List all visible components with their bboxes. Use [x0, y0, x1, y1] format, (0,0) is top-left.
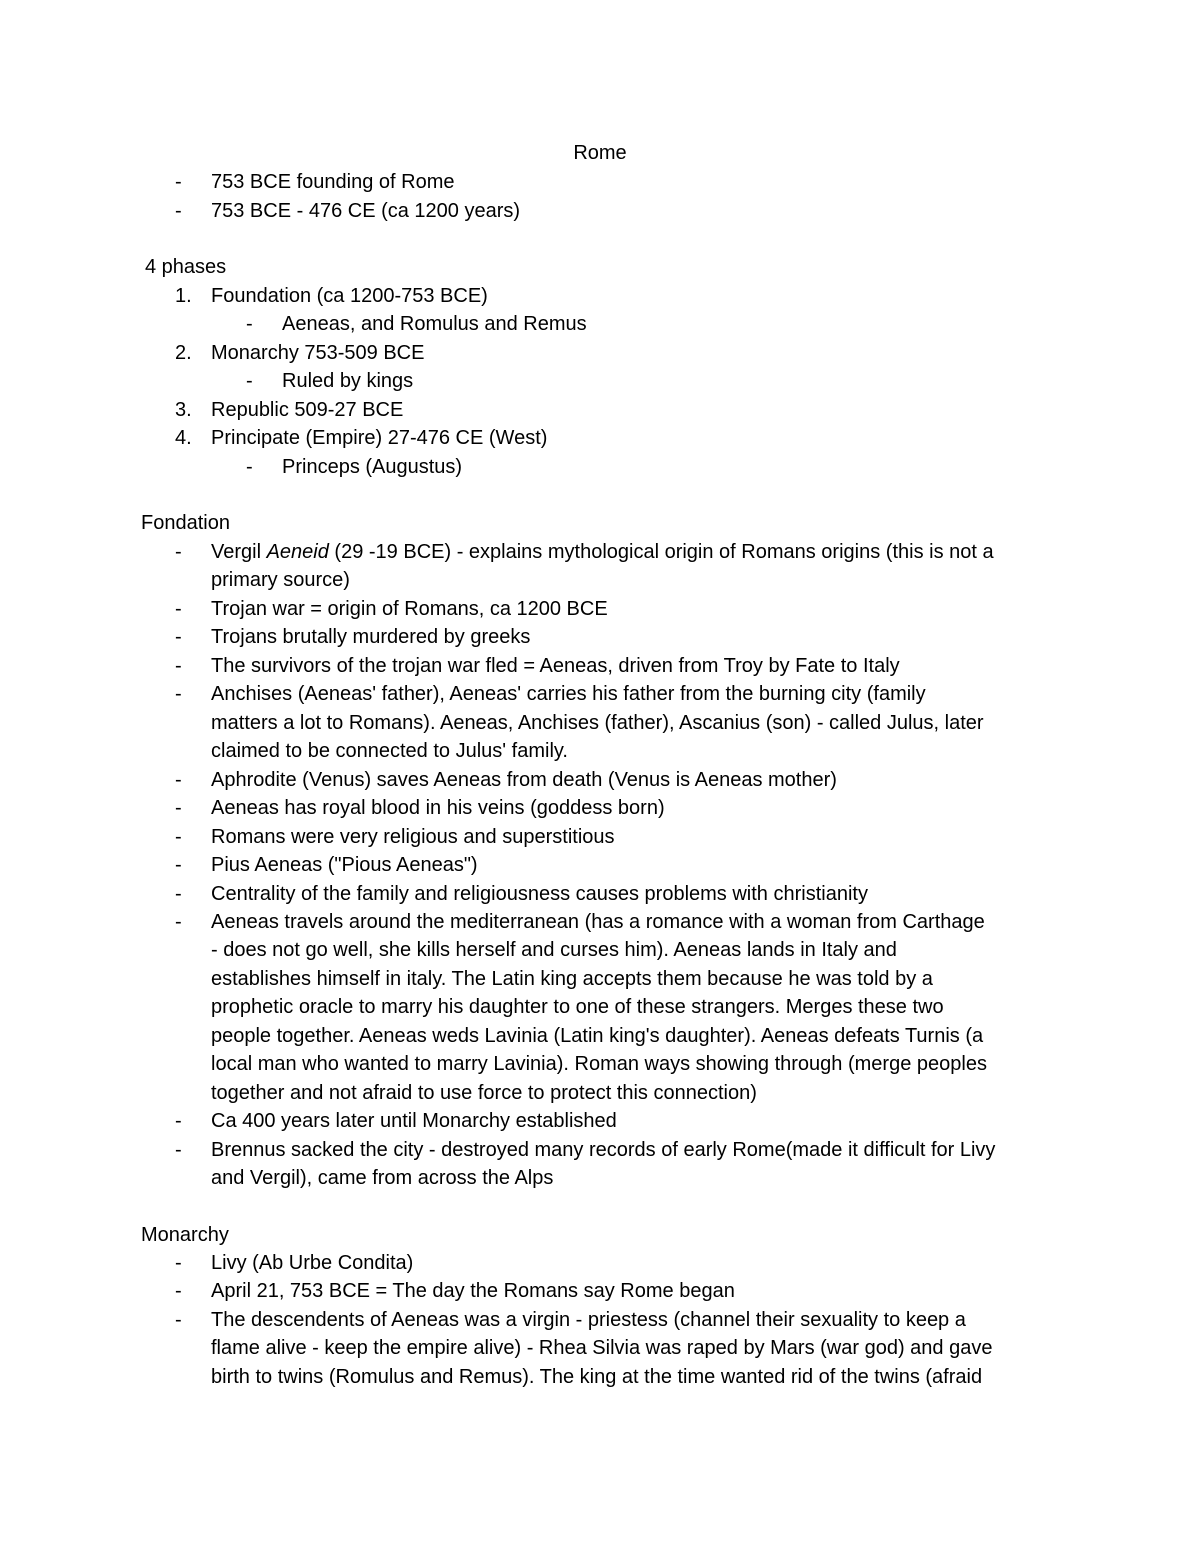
- bullet-continuation-line: people together. Aeneas weds Lavinia (Latin king's daughter). Aeneas defeats Turnis (a: [211, 1024, 984, 1047]
- bullet-continuation-line: birth to twins (Romulus and Remus). The king at the time wanted rid of the twins (afraid: [211, 1365, 983, 1388]
- bullet-line: Ca 400 years later until Monarchy established: [211, 1110, 617, 1133]
- phase-item: Principate (Empire) 27-476 CE (West): [211, 427, 548, 449]
- bullet-dash: -: [175, 1308, 182, 1331]
- bullet-dash: -: [175, 171, 182, 193]
- bullet-dash: -: [246, 313, 253, 335]
- bullet-continuation-line: prophetic oracle to marry his daughter to one of these strangers. Merges these two: [211, 996, 944, 1019]
- bullet-dash: -: [175, 598, 182, 620]
- bullet-line: Trojan war = origin of Romans, ca 1200 BCE: [211, 598, 608, 620]
- bullet-line: Aeneas has royal blood in his veins (goddess born): [211, 797, 665, 820]
- bullet-dash: -: [175, 1110, 182, 1133]
- italic-title: Aeneid: [266, 541, 329, 563]
- phase-number: 1.: [175, 285, 192, 307]
- intro-bullet: 753 BCE founding of Rome: [211, 171, 455, 193]
- text-run: Vergil: [211, 541, 267, 563]
- bullet-continuation-line: matters a lot to Romans). Aeneas, Anchises (father), Ascanius (son) - called Julus, later: [211, 711, 984, 734]
- bullet-dash: -: [246, 370, 253, 392]
- bullet-line: The descendents of Aeneas was a virgin - priestess (channel their sexuality to keep a: [211, 1308, 966, 1331]
- bullet-dash: -: [175, 200, 182, 222]
- bullet-dash: -: [175, 854, 182, 877]
- bullet-continuation-line: claimed to be connected to Julus' family.: [211, 740, 568, 763]
- bullet-line: Pius Aeneas ("Pious Aeneas"): [211, 854, 478, 877]
- bullet-line: Aeneas travels around the mediterranean (has a romance with a woman from Carthage: [211, 910, 985, 933]
- fondation-heading: Fondation: [141, 512, 230, 534]
- bullet-line: Romans were very religious and superstitious: [211, 825, 615, 848]
- bullet-dash: -: [175, 541, 182, 563]
- bullet-dash: -: [175, 1252, 182, 1274]
- bullet-dash: -: [175, 1138, 182, 1161]
- phase-number: 4.: [175, 427, 192, 449]
- phase-number: 2.: [175, 342, 192, 364]
- phase-subitem: Aeneas, and Romulus and Remus: [282, 313, 587, 335]
- bullet-continuation-line: together and not afraid to use force to protect this connection): [211, 1081, 757, 1104]
- bullet-line: Centrality of the family and religiousness causes problems with christianity: [211, 882, 868, 905]
- bullet-line: April 21, 753 BCE = The day the Romans say Rome began: [211, 1280, 735, 1303]
- phase-item: Republic 509-27 BCE: [211, 399, 404, 421]
- bullet-line: The survivors of the trojan war fled = Aeneas, driven from Troy by Fate to Italy: [211, 654, 900, 677]
- bullet-continuation-line: local man who wanted to marry Lavinia). Roman ways showing through (merge peoples: [211, 1053, 987, 1076]
- bullet-line: Anchises (Aeneas' father), Aeneas' carries his father from the burning city (family: [211, 683, 926, 706]
- phase-subitem: Ruled by kings: [282, 370, 414, 392]
- bullet-line: Trojans brutally murdered by greeks: [211, 626, 531, 649]
- bullet-line: Brennus sacked the city - destroyed many records of early Rome(made it difficult for Livy: [211, 1138, 996, 1161]
- bullet-continuation-line: - does not go well, she kills herself and curses him). Aeneas lands in Italy and: [211, 939, 897, 962]
- fondation-bullet-continuation: primary source): [211, 569, 350, 591]
- bullet-line: Livy (Ab Urbe Condita): [211, 1252, 414, 1274]
- phase-item: Monarchy 753-509 BCE: [211, 342, 425, 364]
- fondation-bullet-first: [211, 538, 994, 567]
- phase-item: Foundation (ca 1200-753 BCE): [211, 285, 488, 307]
- phase-subitem: Princeps (Augustus): [282, 456, 463, 478]
- bullet-line: Aphrodite (Venus) saves Aeneas from death (Venus is Aeneas mother): [211, 768, 837, 791]
- bullet-dash: -: [175, 1280, 182, 1303]
- intro-bullet: 753 BCE - 476 CE (ca 1200 years): [211, 200, 521, 222]
- bullet-dash: -: [175, 825, 182, 848]
- bullet-dash: -: [175, 683, 182, 706]
- bullet-dash: -: [175, 910, 182, 933]
- bullet-continuation-line: flame alive - keep the empire alive) - Rhea Silvia was raped by Mars (war god) and gave: [211, 1337, 993, 1360]
- bullet-dash: -: [175, 882, 182, 905]
- page-title: Rome: [573, 142, 627, 164]
- bullet-dash: -: [175, 654, 182, 677]
- bullet-continuation-line: and Vergil), came from across the Alps: [211, 1167, 554, 1189]
- phase-number: 3.: [175, 399, 192, 421]
- bullet-dash: -: [175, 768, 182, 791]
- bullet-dash: -: [175, 626, 182, 649]
- phases-heading: 4 phases: [145, 256, 227, 278]
- text-run: (29 -19 BCE) - explains mythological origin of Romans origins (this is not a: [328, 541, 994, 563]
- monarchy-heading: Monarchy: [141, 1224, 229, 1246]
- bullet-dash: -: [246, 456, 253, 478]
- bullet-dash: -: [175, 797, 182, 820]
- bullet-continuation-line: establishes himself in italy. The Latin king accepts them because he was told by a: [211, 967, 933, 990]
